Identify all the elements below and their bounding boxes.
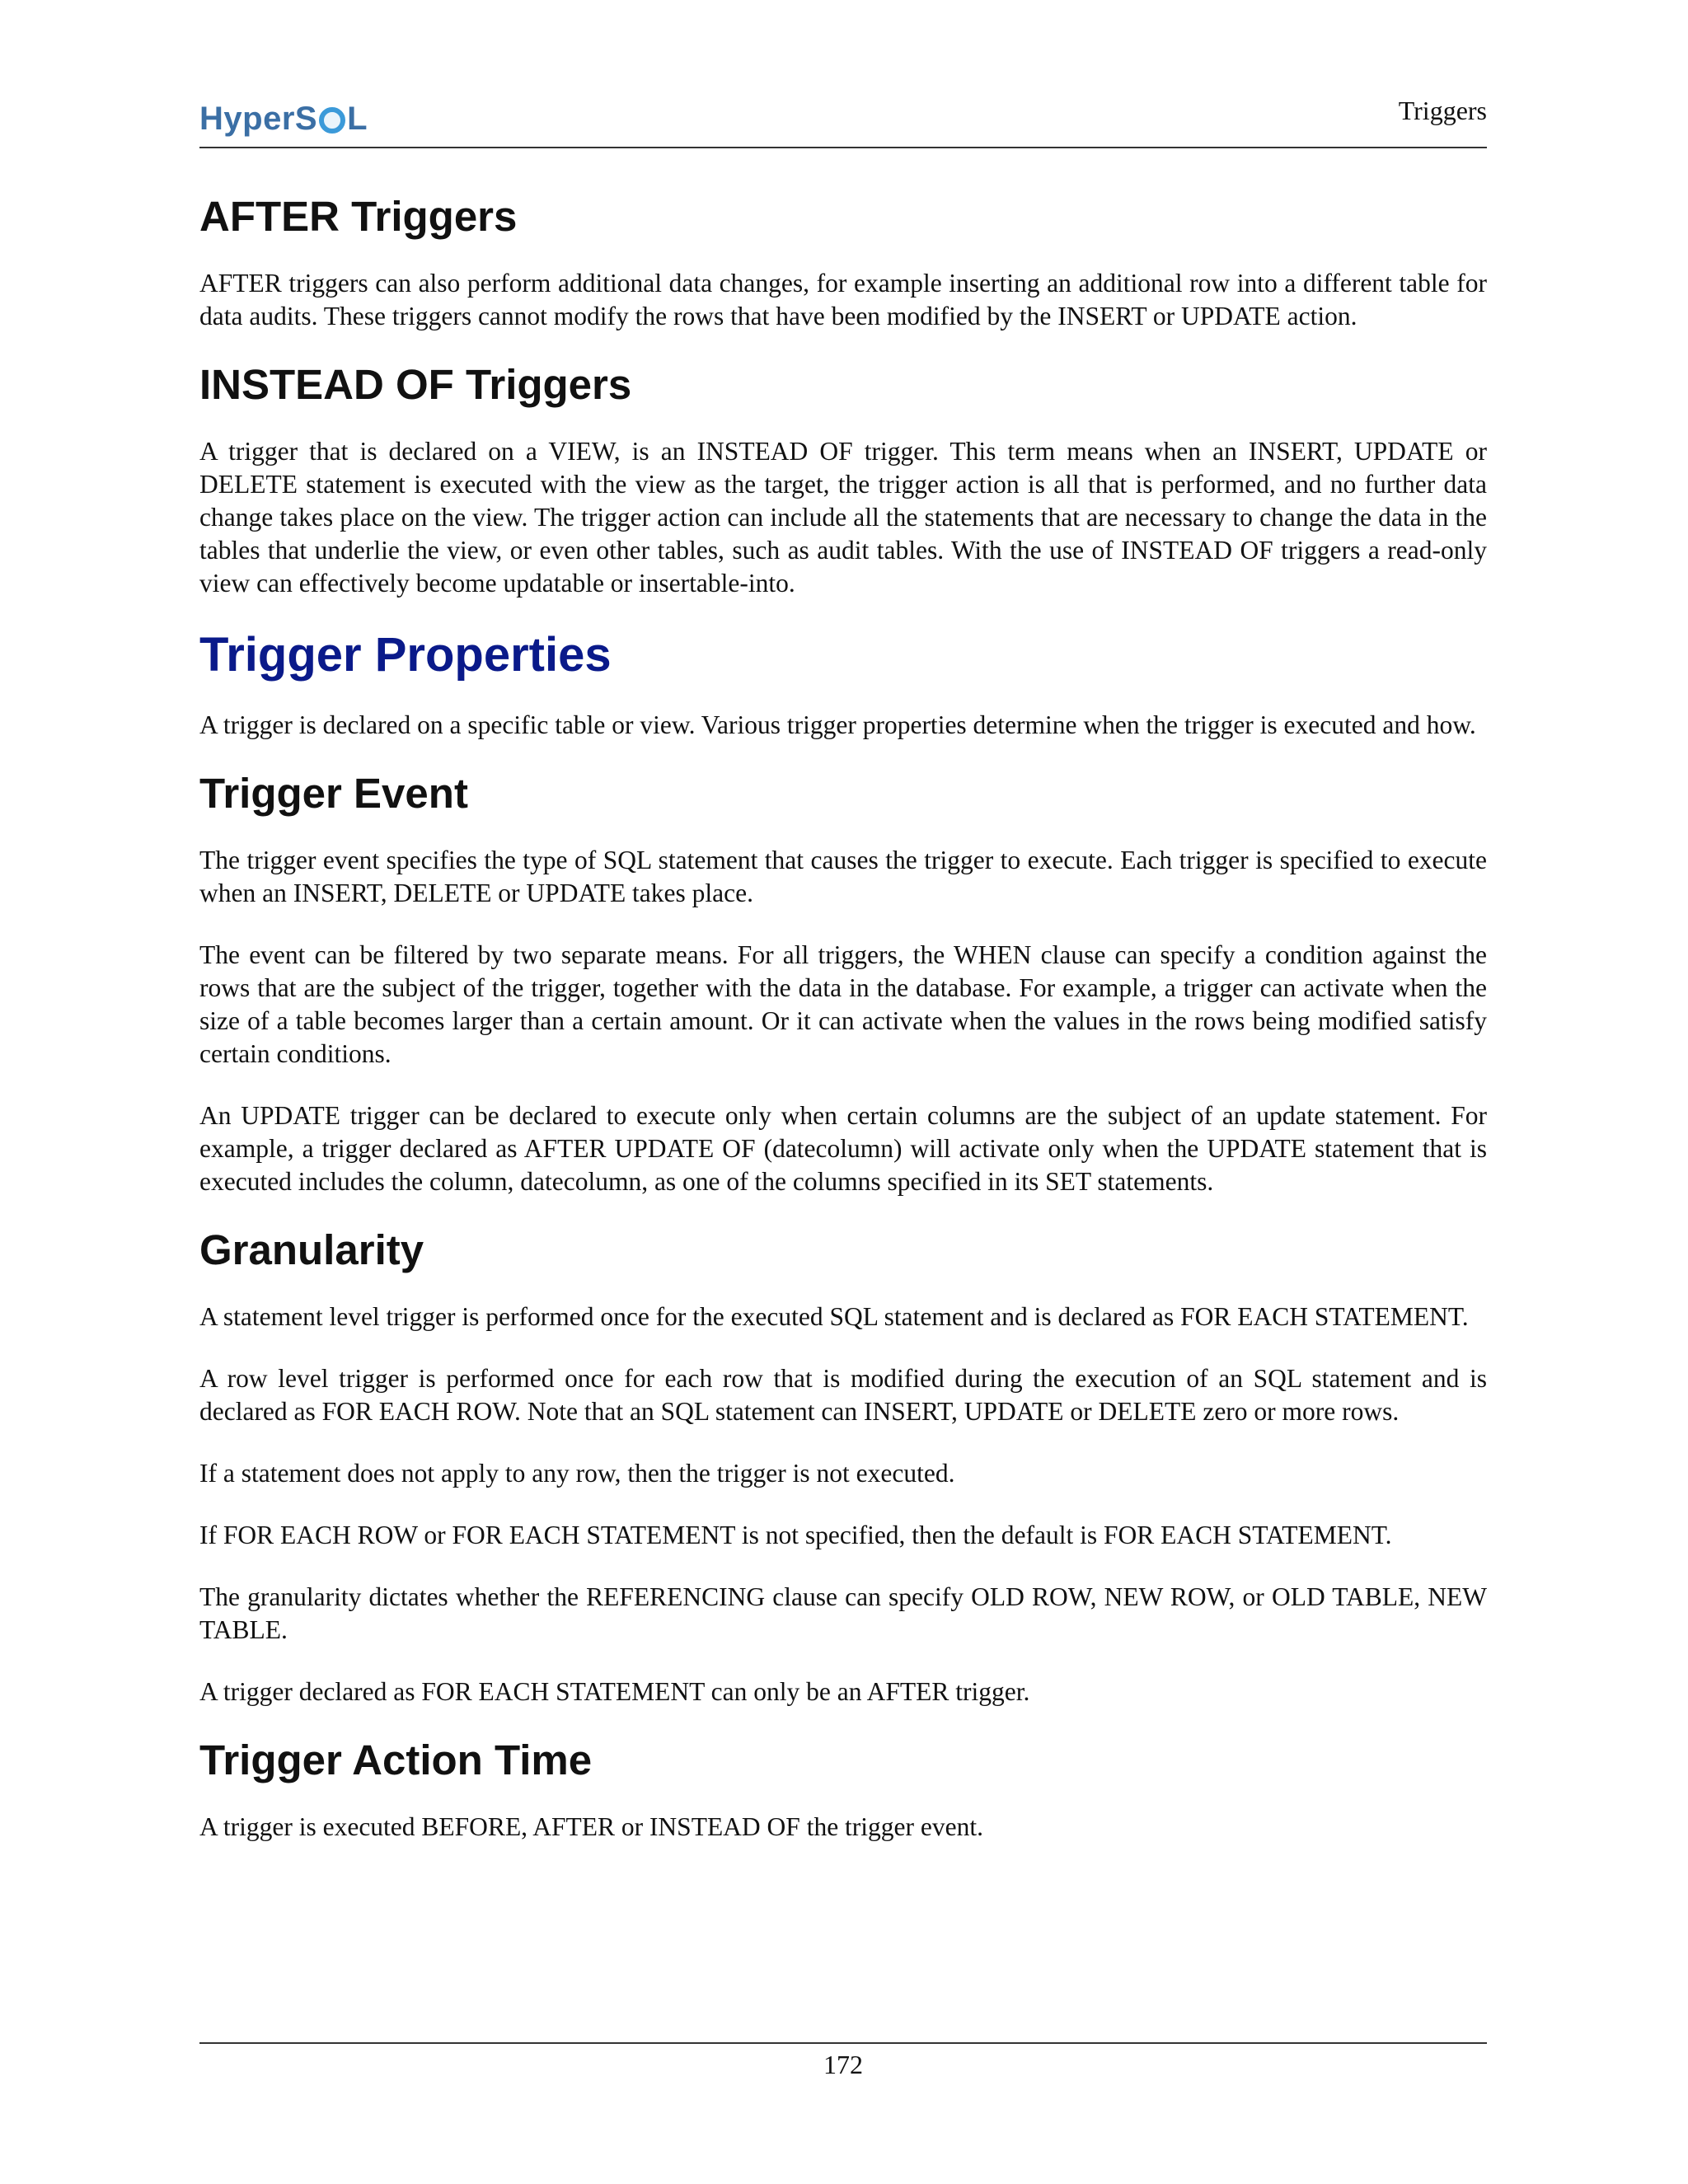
section-heading-granularity: Granularity — [199, 1226, 424, 1273]
logo-text-start: HyperS — [199, 101, 318, 137]
paragraph: A trigger is declared on a specific table or view. Various trigger properties determine when the trigger is executed and how. — [199, 710, 1476, 739]
paragraph: If FOR EACH ROW or FOR EACH STATEMENT is not specified, then the default is FOR EACH STATEMENT. — [199, 1521, 1392, 1549]
section-heading-trigger-event: Trigger Event — [199, 770, 468, 817]
paragraph: If a statement does not apply to any row, then the trigger is not executed. — [199, 1459, 955, 1488]
hypersql-logo — [199, 101, 368, 137]
paragraph: A statement level trigger is performed once for the executed SQL statement and is declared as FOR EACH STATEMENT. — [199, 1302, 1469, 1331]
paragraph: The granularity dictates whether the REFERENCING clause can specify OLD ROW, NEW ROW, or OLD TABLE, NEW TABLE. — [199, 1582, 1487, 1644]
paragraph: AFTER triggers can also perform additional data changes, for example inserting an additional row into a different table for data audits. These triggers cannot modify the rows that have been modified by the INSERT or UPDATE action. — [199, 269, 1487, 330]
running-title: Triggers — [1398, 96, 1487, 125]
section-heading-trigger-action-time: Trigger Action Time — [199, 1736, 593, 1783]
chapter-heading-trigger-properties: Trigger Properties — [199, 628, 612, 682]
footer-rule — [199, 2042, 1487, 2044]
magnifier-icon — [319, 107, 345, 134]
paragraph: A trigger is executed BEFORE, AFTER or INSTEAD OF the trigger event. — [199, 1812, 983, 1841]
section-heading-instead-of-triggers: INSTEAD OF Triggers — [199, 361, 632, 408]
page-header — [199, 92, 1487, 148]
page-number: 172 — [823, 2050, 863, 2079]
logo-text-end: L — [347, 101, 368, 137]
paragraph: The trigger event specifies the type of SQL statement that causes the trigger to execute. Each trigger is specified to execute when an INSERT, DELETE or UPDATE takes place. — [199, 846, 1487, 907]
page-content — [199, 191, 1487, 1844]
section-heading-after-triggers: AFTER Triggers — [199, 193, 518, 240]
paragraph: A trigger that is declared on a VIEW, is an INSTEAD OF trigger. This term means when an INSERT, UPDATE or DELETE statement is executed with the view as the target, the trigger action is all that is performed, and no further data change takes place on the view. The trigger action can include all the statements that are necessary to change the data in the tables that underlie the view, or even other tables, such as audit tables. With the use of INSTEAD OF triggers a read-only view can effectively become updatable or insertable-into. — [199, 437, 1487, 598]
paragraph: A row level trigger is performed once for each row that is modified during the execution of an SQL statement and is declared as FOR EACH ROW. Note that an SQL statement can INSERT, UPDATE or DELETE zero or more rows. — [199, 1364, 1487, 1426]
paragraph: An UPDATE trigger can be declared to execute only when certain columns are the subject of an update statement. For example, a trigger declared as AFTER UPDATE OF (datecolumn) will activate only when the UPDATE statement that is executed includes the column, datecolumn, as one of the columns specified in its SET statements. — [199, 1101, 1487, 1196]
paragraph: The event can be filtered by two separate means. For all triggers, the WHEN clause can specify a condition against the rows that are the subject of the trigger, together with the data in the database. For example, a trigger can activate when the size of a table becomes larger than a certain amount. Or it can activate when the values in the rows being modified satisfy certain conditions. — [199, 940, 1487, 1068]
paragraph: A trigger declared as FOR EACH STATEMENT can only be an AFTER trigger. — [199, 1677, 1030, 1706]
